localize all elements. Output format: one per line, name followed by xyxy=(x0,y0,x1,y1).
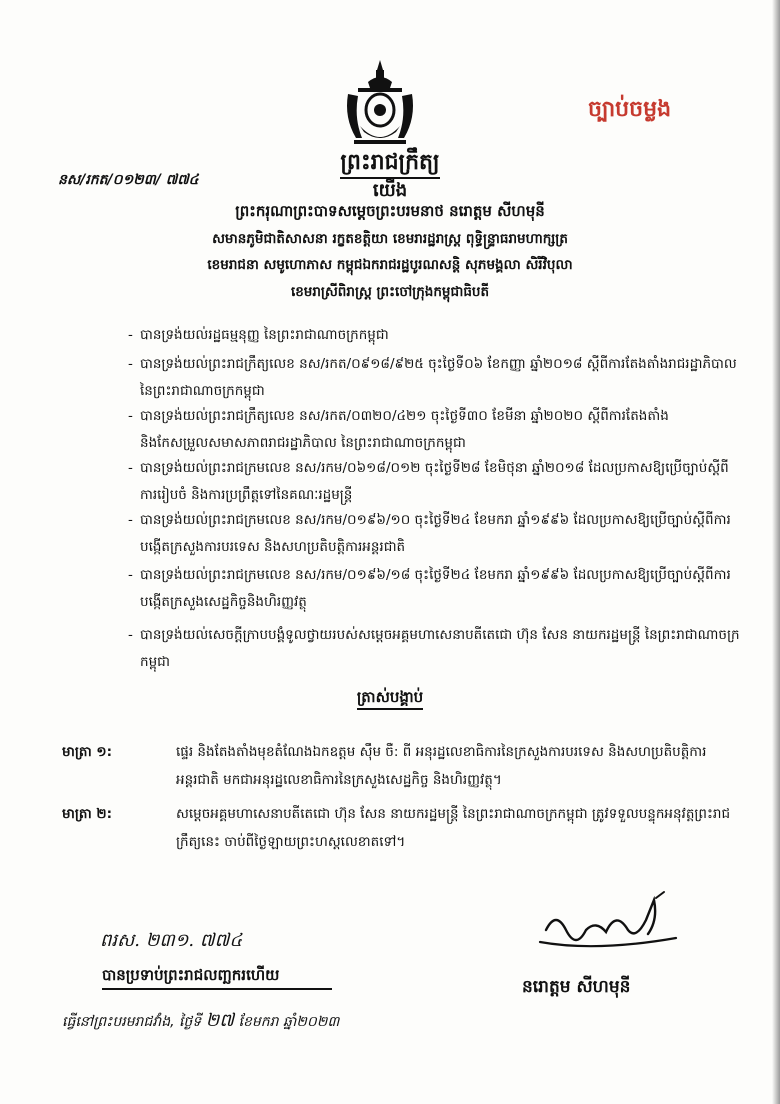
consideration-text: បានទ្រង់យល់ព្រះរាជក្រមលេខ នស/រកម/០១៩៦/១០ ចុះថ្ងៃទី២៤ ខែមករា ឆ្នាំ១៩៩៦ ដែលប្រកាសឱ្យប្រើច្បាប់ស្តីពីការបង្កើតក្រសួងការបរទេស និងសហប្រតិបត្តិការអន្តរជាតិ xyxy=(140,512,731,555)
royal-signature xyxy=(536,890,686,960)
reference-number: នស/រកត/០១២៣/ ៧៧៤ xyxy=(58,172,199,188)
consideration-item xyxy=(128,622,740,676)
consideration-text: បានទ្រង់យល់ព្រះរាជក្រឹត្យលេខ នស/រកត/០៩១៨/៩២៥ ចុះថ្ងៃទី០៦ ខែកញ្ញា ឆ្នាំ២០១៨ ស្តីពីការតែងតាំងរាជរដ្ឋាភិបាល នៃព្រះរាជាណាចក្រកម្ពុជា xyxy=(140,356,737,399)
bullet-dash: - xyxy=(128,327,133,343)
done-at-prefix: ធ្វើនៅព្រះបរមរាជវាំង, ថ្ងៃទី xyxy=(62,1014,202,1030)
bullet-dash: - xyxy=(128,408,133,424)
consideration-item xyxy=(128,351,740,405)
header-title-line-2: ខេមរាជនា សមូហោភាស កម្ពុជឯករាជរដ្ឋបូរណសន្តិ សុភមង្គលា សិរីវិបុលា xyxy=(207,257,573,273)
sealed-note: បានប្រទាប់ព្រះរាជលញ្ឆករហើយ xyxy=(102,966,280,984)
consideration-text: បានទ្រង់យល់ព្រះរាជក្រមលេខ នស/រកម/០៦១៨/០១២ ចុះថ្ងៃទី២៨ ខែមិថុនា ឆ្នាំ២០១៨ ដែលប្រកាសឱ្យប្រើច្បាប់ស្តីពីការរៀបចំ និងការប្រព្រឹត្តទៅនៃគណៈរដ្ឋមន្ត្រី xyxy=(140,460,729,503)
sealed-underline xyxy=(102,988,332,990)
title-text: ព្រះរាជក្រឹត្យ xyxy=(340,150,439,179)
consideration-text: បានទ្រង់យល់ព្រះរាជក្រមលេខ នស/រកម/០១៩៦/១៨ ចុះថ្ងៃទី២៤ ខែមករា ឆ្នាំ១៩៩៦ ដែលប្រកាសឱ្យប្រើច្បាប់ស្តីពីការបង្កើតក្រសួងសេដ្ឋកិច្ចនិងហិរញ្ញវត្ថុ xyxy=(140,567,731,610)
consideration-item xyxy=(128,507,740,561)
bullet-dash: - xyxy=(128,356,133,372)
article-2-text: សម្តេចអគ្គមហាសេនាបតីតេជោ ហ៊ុន សែន នាយករដ្ឋមន្ត្រី នៃព្រះរាជាណាចក្រកម្ពុជា ត្រូវទទួលបន្ទុកអនុវត្តព្រះរាជក្រឹត្យនេះ ចាប់ពីថ្ងៃឡាយព្រះហស្តលេខាតទៅ។ xyxy=(176,806,731,850)
done-at-day: ២៧ xyxy=(205,1010,235,1031)
done-at-suffix: ខែមករា ឆ្នាំ២០២៣ xyxy=(238,1014,340,1030)
consideration-item xyxy=(128,403,740,457)
header-we: យើង xyxy=(372,180,408,201)
signer-name: នរោត្តម សីហមុនី xyxy=(522,977,631,997)
handwritten-reference: ពរស. ២៣១. ៧៧៤ xyxy=(100,930,243,951)
decree-heading-text: ត្រាស់បង្គាប់ xyxy=(357,688,423,710)
consideration-item xyxy=(128,322,740,349)
consideration-item xyxy=(128,562,740,616)
royal-emblem xyxy=(340,58,420,148)
bullet-dash: - xyxy=(128,567,133,583)
header-title-line-3: ខេមរាស្រីពិរាស្ត្រ ព្រះចៅក្រុងកម្ពុជាធិបតី xyxy=(290,284,490,300)
bullet-dash: - xyxy=(128,460,133,476)
article-1-text: ផ្ទេរ និងតែងតាំងមុខតំណែងឯកឧត្តម ស៊ឹម ចឺ: ពី អនុរដ្ឋលេខាធិការនៃក្រសួងការបរទេស និងសហប្រតិបត្តិការអន្តរជាតិ មកជាអនុរដ្ឋលេខាធិការនៃក្រសួងសេដ្ឋកិច្ច និងហិរញ្ញវត្ថុ។ xyxy=(176,744,707,788)
consideration-text: បានទ្រង់យល់ព្រះរាជក្រឹត្យលេខ នស/រកត/០៣២០/៤២១ ចុះថ្ងៃទី៣០ ខែមីនា ឆ្នាំ២០២០ ស្តីពីការតែងតាំង និងកែសម្រួលសមាសភាពរាជរដ្ឋាភិបាល នៃព្រះរាជាណាចក្រកម្ពុជា xyxy=(140,408,669,451)
article-1-label: មាត្រា ១: xyxy=(62,744,113,760)
consideration-text: បានទ្រង់យល់រដ្ឋធម្មនុញ្ញ នៃព្រះរាជាណាចក្រកម្ពុជា xyxy=(140,327,389,343)
decree-heading xyxy=(0,688,780,710)
bullet-dash: - xyxy=(128,512,133,528)
consideration-text: បានទ្រង់យល់សេចក្តីក្រាបបង្គំទូលថ្វាយរបស់សម្តេចអគ្គមហាសេនាបតីតេជោ ហ៊ុន សែន នាយករដ្ឋមន្ត្រី នៃព្រះរាជាណាចក្រកម្ពុជា xyxy=(140,627,740,670)
bullet-dash: - xyxy=(128,627,133,643)
header-king-name: ព្រះករុណាព្រះបាទសម្តេចព្រះបរមនាថ នរោត្តម សីហមុនី xyxy=(235,202,545,220)
consideration-item xyxy=(128,455,740,509)
done-at-line xyxy=(62,1008,339,1035)
article-2-label: មាត្រា ២: xyxy=(62,806,113,822)
copy-stamp: ច្បាប់ចម្លង xyxy=(588,96,672,122)
header-title-line-1: សមានភូមិជាតិសាសនា រក្ខតខត្តិយា ខេមរារដ្ឋរាស្ត្រ ពុទ្ធិន្ទ្រាធរាមហាក្សត្រ xyxy=(212,231,568,247)
